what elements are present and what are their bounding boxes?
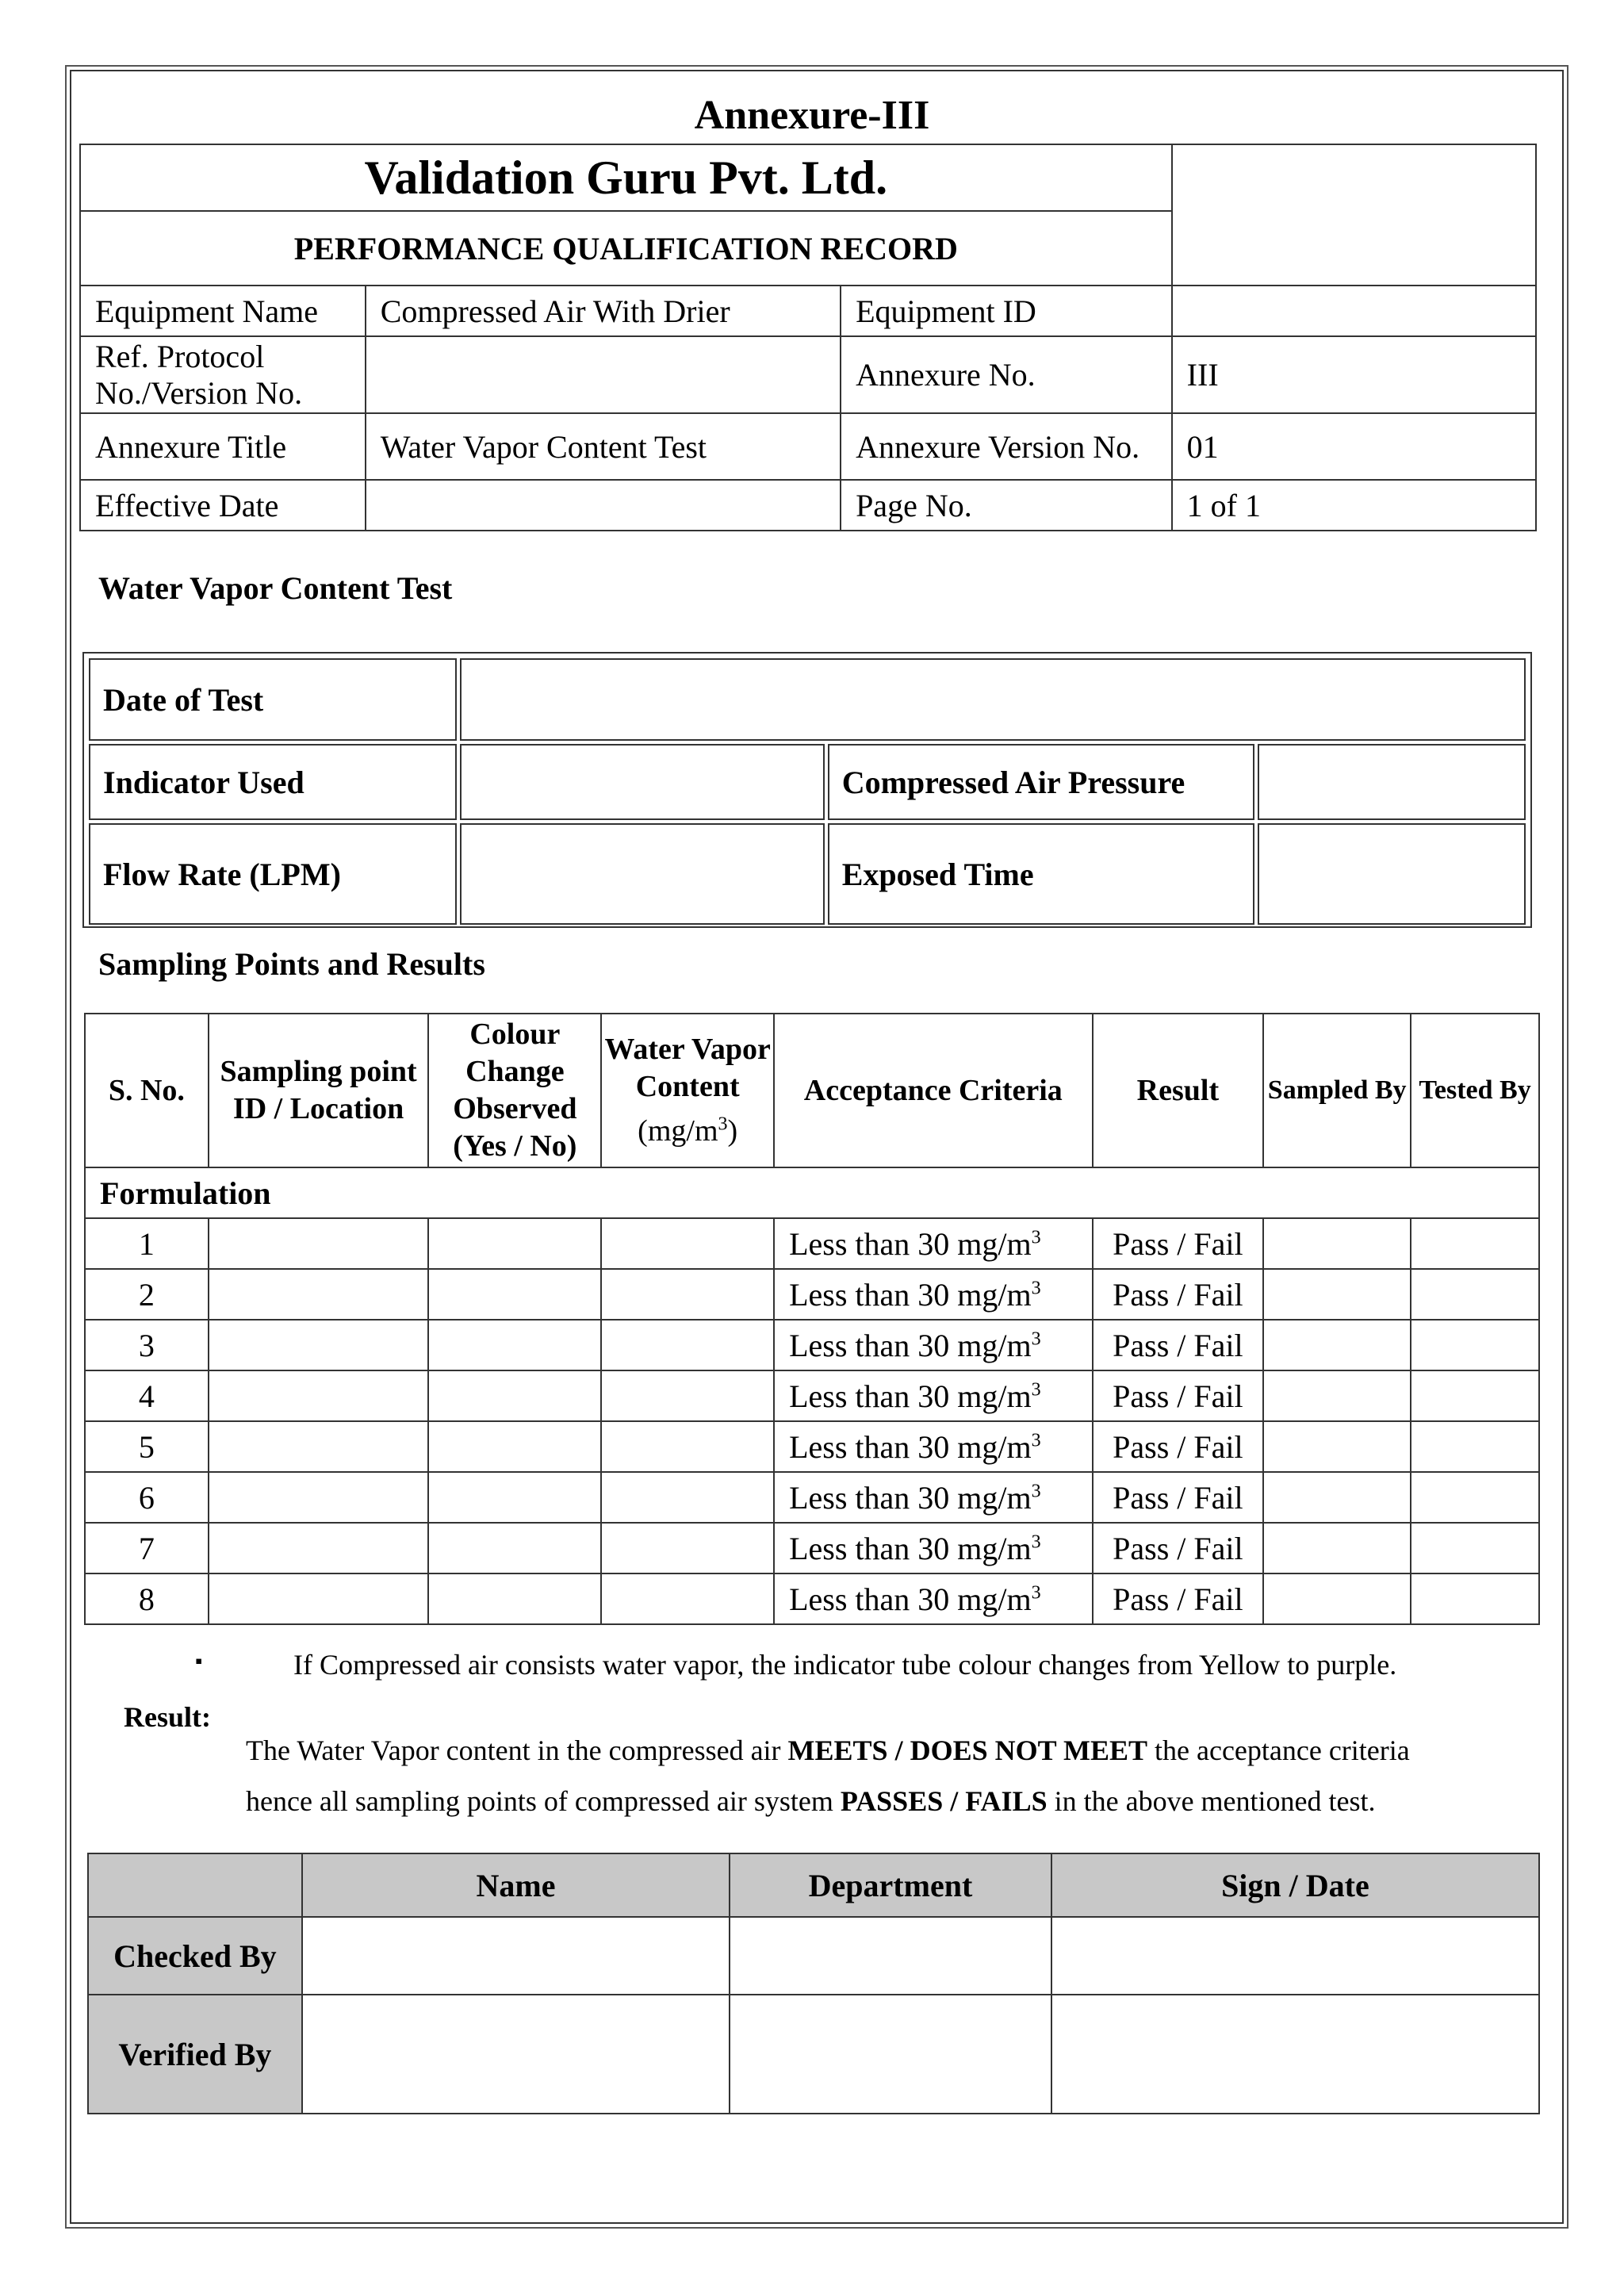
result-row [85,1269,1539,1320]
result-row [85,1472,1539,1523]
row-colour-change-field[interactable] [428,1269,601,1320]
row-tested-by-field[interactable] [1411,1320,1539,1370]
row-water-vapor-field[interactable] [601,1421,774,1472]
verified-by-name-field[interactable] [302,1995,730,2114]
group-formulation: Formulation [85,1167,1539,1218]
compressed-air-pressure-label: Compressed Air Pressure [828,744,1254,820]
row-water-vapor-field[interactable] [601,1472,774,1523]
signoff-col-name: Name [302,1853,730,1917]
exposed-time-label: Exposed Time [828,823,1254,925]
row-sampling-point-field[interactable] [209,1523,429,1573]
row-sampling-point-field[interactable] [209,1421,429,1472]
row-result[interactable]: Pass / Fail [1093,1320,1264,1370]
row-sampling-point-field[interactable] [209,1218,429,1269]
row-sampled-by-field[interactable] [1263,1523,1411,1573]
row-water-vapor-field[interactable] [601,1523,774,1573]
test-info-table [86,655,1529,928]
flow-rate-label: Flow Rate (LPM) [89,823,457,925]
row-sno: 3 [85,1320,209,1370]
result-statement-line1: The Water Vapor content in the compressed air MEETS / DOES NOT MEET the acceptance criteria [246,1734,1410,1766]
indicator-note: If Compressed air consists water vapor, the indicator tube colour changes from Yellow to purple. [293,1649,1397,1681]
row-result[interactable]: Pass / Fail [1093,1523,1264,1573]
row-colour-change-field[interactable] [428,1472,601,1523]
row-acceptance-criteria: Less than 30 $mg/m^3$ [774,1370,1092,1421]
row-sno: 1 [85,1218,209,1269]
col-result: Result [1093,1014,1264,1167]
flow-rate-field[interactable] [460,823,824,925]
row-sno: 5 [85,1421,209,1472]
annexure-no-value: III [1172,336,1536,413]
row-water-vapor-field[interactable] [601,1218,774,1269]
row-sampled-by-field[interactable] [1263,1269,1411,1320]
row-colour-change-field[interactable] [428,1320,601,1370]
row-acceptance-criteria: Less than 30 $mg/m^3$ [774,1320,1092,1370]
bullet-icon: ▪ [195,1650,203,1673]
signoff-col-department: Department [730,1853,1051,1917]
row-colour-change-field[interactable] [428,1370,601,1421]
row-sampled-by-field[interactable] [1263,1421,1411,1472]
col-water-vapor-label: Water Vapor Content [604,1033,771,1104]
row-sampling-point-field[interactable] [209,1320,429,1370]
signoff-corner [88,1853,302,1917]
annexure-version-label: Annexure Version No. [841,413,1172,480]
company-name: Validation Guru Pvt. Ltd. [80,144,1172,211]
exposed-time-field[interactable] [1258,823,1526,925]
verified-by-department-field[interactable] [730,1995,1051,2114]
checked-by-sign-field[interactable] [1051,1917,1539,1995]
row-sampling-point-field[interactable] [209,1472,429,1523]
ref-protocol-label: Ref. Protocol No./Version No. [80,336,366,413]
checked-by-department-field[interactable] [730,1917,1051,1995]
row-water-vapor-field[interactable] [601,1573,774,1624]
row-tested-by-field[interactable] [1411,1573,1539,1624]
result-row [85,1573,1539,1624]
row-result[interactable]: Pass / Fail [1093,1573,1264,1624]
result-label: Result: [124,1701,211,1733]
result-statement-line2: hence all sampling points of compressed air system PASSES / FAILS in the above mentioned test. [246,1785,1376,1817]
row-sampled-by-field[interactable] [1263,1573,1411,1624]
row-tested-by-field[interactable] [1411,1421,1539,1472]
equipment-name-label: Equipment Name [80,286,366,336]
col-acceptance: Acceptance Criteria [774,1014,1092,1167]
col-tested-by: Tested By [1411,1014,1539,1167]
equipment-name-value: Compressed Air With Drier [366,286,841,336]
result-row [85,1421,1539,1472]
col-colour-change: Colour Change Observed (Yes / No) [428,1014,601,1167]
row-water-vapor-field[interactable] [601,1370,774,1421]
logo-cell [1172,144,1536,286]
signoff-col-sign-date: Sign / Date [1051,1853,1539,1917]
row-tested-by-field[interactable] [1411,1218,1539,1269]
equipment-id-value [1172,286,1536,336]
compressed-air-pressure-field[interactable] [1258,744,1526,820]
page-no-value: 1 of 1 [1172,480,1536,531]
row-sampled-by-field[interactable] [1263,1472,1411,1523]
date-of-test-label: Date of Test [89,658,457,741]
row-sampled-by-field[interactable] [1263,1218,1411,1269]
row-result[interactable]: Pass / Fail [1093,1269,1264,1320]
checked-by-label: Checked By [88,1917,302,1995]
checked-by-name-field[interactable] [302,1917,730,1995]
col-sno: S. No. [85,1014,209,1167]
row-sno: 7 [85,1523,209,1573]
annexure-no-label: Annexure No. [841,336,1172,413]
row-result[interactable]: Pass / Fail [1093,1370,1264,1421]
section-title: Water Vapor Content Test [98,570,453,606]
row-acceptance-criteria: Less than 30 $mg/m^3$ [774,1523,1092,1573]
effective-date-label: Effective Date [80,480,366,531]
row-colour-change-field[interactable] [428,1573,601,1624]
row-tested-by-field[interactable] [1411,1370,1539,1421]
annexure-title-value: Water Vapor Content Test [366,413,841,480]
row-acceptance-criteria: Less than 30 $mg/m^3$ [774,1269,1092,1320]
sampling-title: Sampling Points and Results [98,946,485,982]
record-title: PERFORMANCE QUALIFICATION RECORD [80,211,1172,286]
passes-option: PASSES / FAILS [840,1785,1048,1817]
result-row [85,1523,1539,1573]
row-tested-by-field[interactable] [1411,1269,1539,1320]
annexure-title-label: Annexure Title [80,413,366,480]
meets-option: MEETS / DOES NOT MEET [787,1734,1147,1766]
col-water-vapor-unit: $(mg/m^3)$ [638,1114,738,1148]
result-row [85,1218,1539,1269]
row-sno: 2 [85,1269,209,1320]
row-result[interactable]: Pass / Fail [1093,1472,1264,1523]
row-sampling-point-field[interactable] [209,1573,429,1624]
ref-protocol-value [366,336,841,413]
col-sampled-by: Sampled By [1263,1014,1411,1167]
row-sampling-point-field[interactable] [209,1370,429,1421]
row-water-vapor-field[interactable] [601,1269,774,1320]
row-sampled-by-field[interactable] [1263,1320,1411,1370]
row-sampling-point-field[interactable] [209,1269,429,1320]
page-no-label: Page No. [841,480,1172,531]
header-table [79,144,1537,531]
row-sampled-by-field[interactable] [1263,1370,1411,1421]
verified-by-label: Verified By [88,1995,302,2114]
row-acceptance-criteria: Less than 30 $mg/m^3$ [774,1421,1092,1472]
col-water-vapor [601,1014,774,1167]
row-water-vapor-field[interactable] [601,1320,774,1370]
row-tested-by-field[interactable] [1411,1523,1539,1573]
row-tested-by-field[interactable] [1411,1472,1539,1523]
effective-date-value [366,480,841,531]
indicator-used-field[interactable] [460,744,824,820]
row-sno: 4 [85,1370,209,1421]
date-of-test-field[interactable] [460,658,1526,741]
verified-by-sign-field[interactable] [1051,1995,1539,2114]
col-sampling-point: Sampling point ID / Location [209,1014,429,1167]
row-colour-change-field[interactable] [428,1523,601,1573]
indicator-used-label: Indicator Used [89,744,457,820]
row-result[interactable]: Pass / Fail [1093,1421,1264,1472]
results-table [84,1013,1540,1625]
row-result[interactable]: Pass / Fail [1093,1218,1264,1269]
result-row [85,1370,1539,1421]
row-sno: 8 [85,1573,209,1624]
signoff-table [87,1853,1540,2114]
result-row [85,1320,1539,1370]
annexure-version-value: 01 [1172,413,1536,480]
row-acceptance-criteria: Less than 30 $mg/m^3$ [774,1573,1092,1624]
row-acceptance-criteria: Less than 30 $mg/m^3$ [774,1218,1092,1269]
annexure-heading: Annexure-III [694,93,930,138]
row-acceptance-criteria: Less than 30 $mg/m^3$ [774,1472,1092,1523]
row-sno: 6 [85,1472,209,1523]
row-colour-change-field[interactable] [428,1421,601,1472]
equipment-id-label: Equipment ID [841,286,1172,336]
row-colour-change-field[interactable] [428,1218,601,1269]
